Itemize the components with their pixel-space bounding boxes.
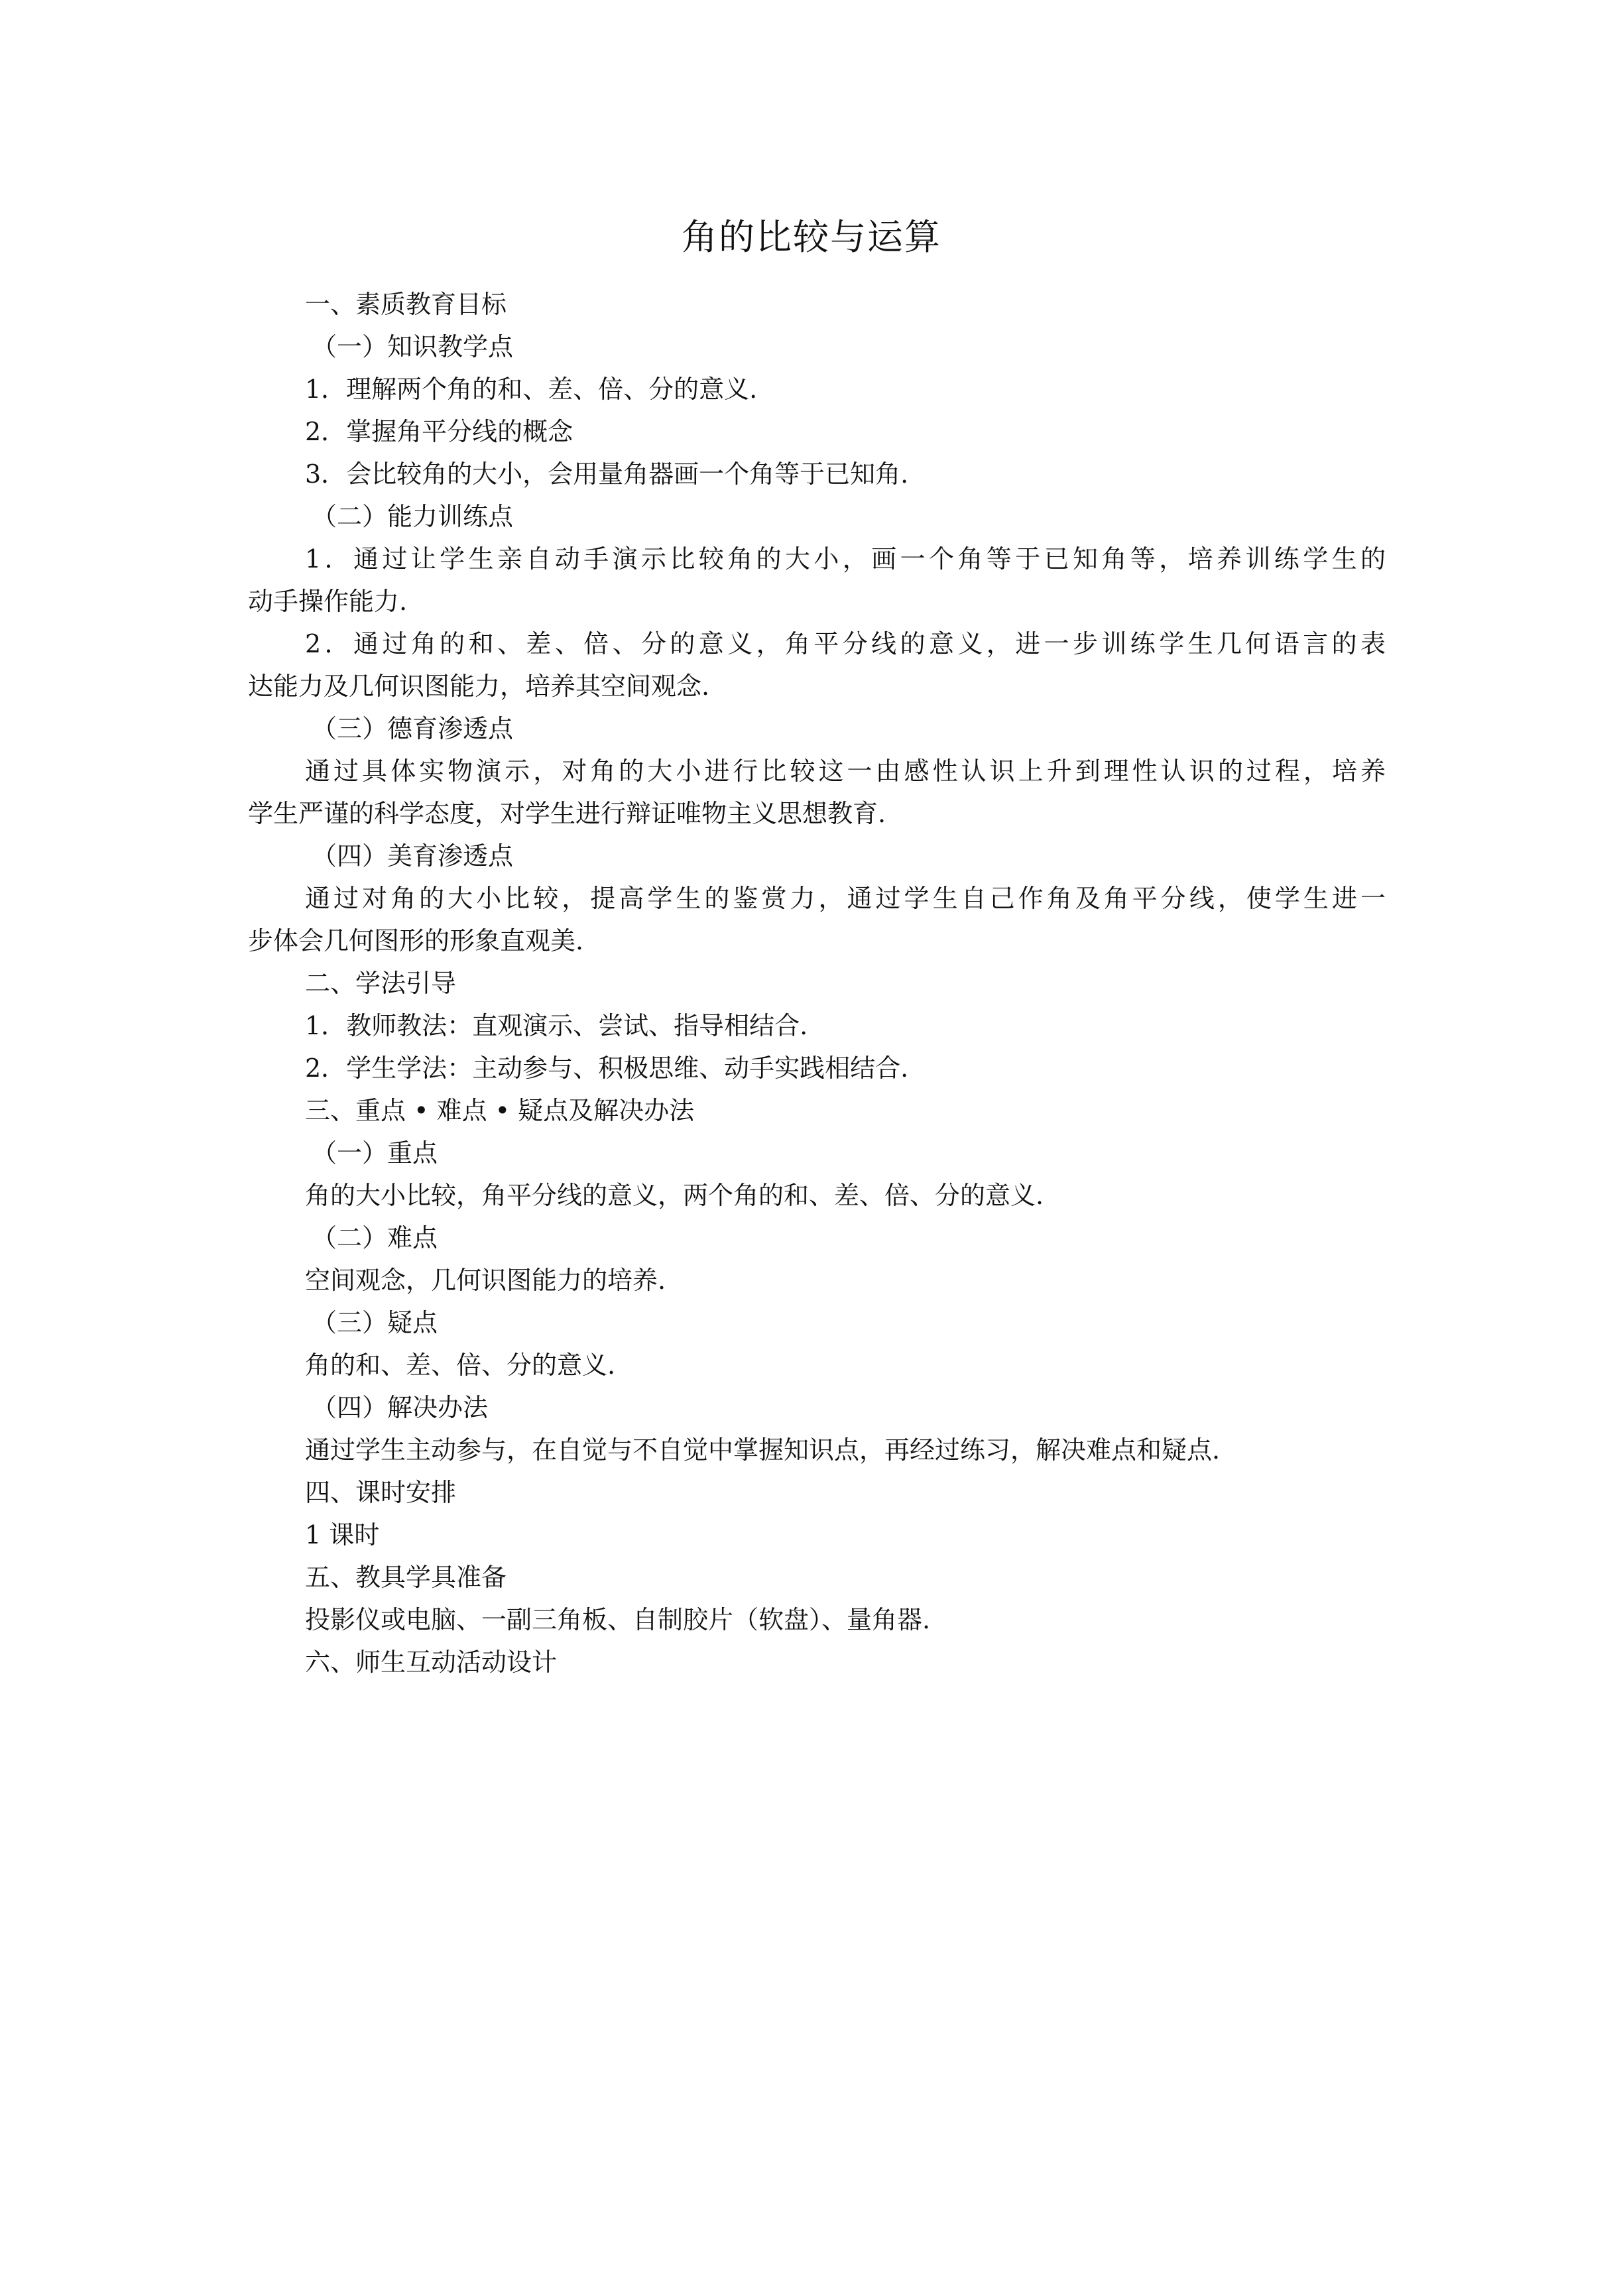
paragraph-line: 步体会几何图形的形象直观美. — [248, 926, 584, 955]
paragraph-line: 通过学生主动参与，在自觉与不自觉中掌握知识点，再经过练习，解决难点和疑点. — [305, 1435, 1221, 1465]
paragraph-line: 1．通过让学生亲自动手演示比较角的大小，画一个角等于已知角等，培养训练学生的 — [305, 544, 1386, 574]
section-heading-2: 二、学法引导 — [305, 969, 457, 998]
paragraph-line: 通过具体实物演示，对角的大小进行比较这一由感性认识上升到理性认识的过程，培养 — [305, 756, 1386, 786]
section-heading-6: 六、师生互动活动设计 — [305, 1648, 558, 1677]
list-item: 2．学生学法：主动参与、积极思维、动手实践相结合. — [305, 1054, 909, 1083]
paragraph-line: 空间观念，几何识图能力的培养. — [305, 1266, 666, 1295]
subsection-heading: （三）德育渗透点 — [312, 714, 514, 743]
paragraph-line: 角的和、差、倍、分的意义. — [305, 1351, 616, 1380]
section-heading-3: 三、重点 • 难点 • 疑点及解决办法 — [305, 1096, 695, 1125]
paragraph-line: 投影仪或电脑、一副三角板、自制胶片（软盘）、量角器. — [305, 1605, 931, 1634]
paragraph-line: 角的大小比较，角平分线的意义，两个角的和、差、倍、分的意义. — [305, 1181, 1044, 1210]
paragraph-line: 动手操作能力. — [248, 587, 408, 616]
list-item: 3．会比较角的大小，会用量角器画一个角等于已知角. — [305, 459, 909, 489]
subsection-heading: （一）重点 — [312, 1138, 438, 1168]
section-heading-1: 一、素质教育目标 — [305, 290, 507, 319]
subsection-heading: （一）知识教学点 — [312, 332, 514, 361]
paragraph-line: 1 课时 — [305, 1520, 380, 1549]
subsection-heading: （二）能力训练点 — [312, 502, 514, 531]
list-item: 2．掌握角平分线的概念 — [305, 417, 573, 446]
paragraph-line: 学生严谨的科学态度，对学生进行辩证唯物主义思想教育. — [248, 799, 886, 828]
subsection-heading: （三）疑点 — [312, 1308, 438, 1337]
paragraph-line: 达能力及几何识图能力，培养其空间观念. — [248, 672, 710, 701]
subsection-heading: （四）解决办法 — [312, 1393, 489, 1422]
section-heading-4: 四、课时安排 — [305, 1478, 457, 1507]
subsection-heading: （四）美育渗透点 — [312, 841, 514, 871]
section-heading-5: 五、教具学具准备 — [305, 1563, 507, 1592]
paragraph-line: 通过对角的大小比较，提高学生的鉴赏力，通过学生自己作角及角平分线，使学生进一 — [305, 884, 1386, 913]
paragraph-line: 2．通过角的和、差、倍、分的意义，角平分线的意义，进一步训练学生几何语言的表 — [305, 629, 1386, 658]
list-item: 1．理解两个角的和、差、倍、分的意义. — [305, 375, 758, 404]
document-title: 角的比较与运算 — [682, 216, 941, 258]
subsection-heading: （二）难点 — [312, 1223, 438, 1252]
list-item: 1．教师教法：直观演示、尝试、指导相结合. — [305, 1011, 808, 1040]
